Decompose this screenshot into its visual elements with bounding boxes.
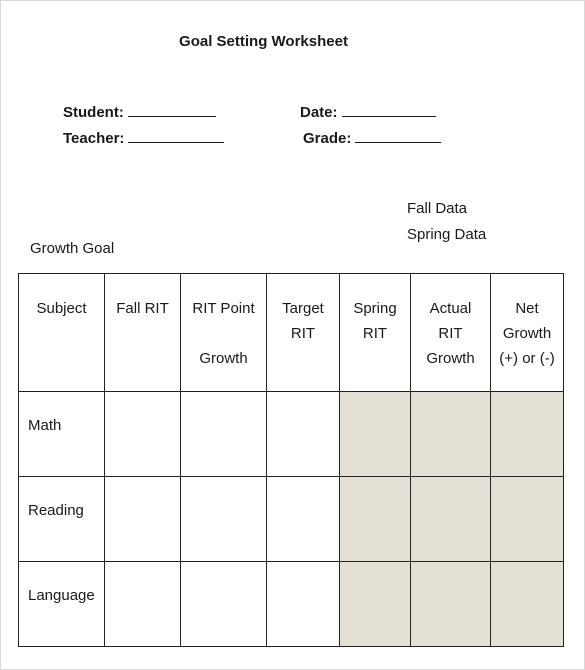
student-label: Student: [63,104,124,121]
teacher-label: Teacher: [63,130,125,147]
language-spring-rit-cell[interactable] [340,562,411,647]
reading-actual-rit-growth-cell[interactable] [411,477,491,562]
spring-data-label: Spring Data [407,226,487,243]
language-actual-rit-growth-cell[interactable] [411,562,491,647]
table-header-row [19,274,564,392]
reading-rit-point-growth-cell[interactable] [181,477,267,562]
teacher-blank[interactable] [128,128,224,143]
math-spring-rit-cell[interactable] [340,392,411,477]
math-fall-rit-cell[interactable] [105,392,181,477]
grade-label: Grade: [303,130,352,147]
subject-reading: Reading [19,477,105,562]
table-row-language [19,562,564,647]
header-net-growth: Net Growth (+) or (-) [491,274,564,392]
header-fall-rit: Fall RIT [105,274,181,392]
date-blank[interactable] [342,102,436,117]
reading-target-rit-cell[interactable] [267,477,340,562]
language-fall-rit-cell[interactable] [105,562,181,647]
table-row-math [19,392,564,477]
reading-spring-rit-cell[interactable] [340,477,411,562]
date-label: Date: [300,104,338,121]
header-actual-rit-growth: Actual RIT Growth [411,274,491,392]
math-actual-rit-growth-cell[interactable] [411,392,491,477]
header-spring-rit: Spring RIT [340,274,411,392]
table-row-reading [19,477,564,562]
teacher-field [63,128,224,147]
reading-fall-rit-cell[interactable] [105,477,181,562]
grade-blank[interactable] [355,128,441,143]
math-target-rit-cell[interactable] [267,392,340,477]
date-field [300,102,436,121]
header-target-rit: Target RIT [267,274,340,392]
language-rit-point-growth-cell[interactable] [181,562,267,647]
student-blank[interactable] [128,102,216,117]
fall-data-label: Fall Data [407,200,468,217]
goal-table [18,273,564,647]
math-net-growth-cell[interactable] [491,392,564,477]
header-subject: Subject [19,274,105,392]
grade-field [303,128,441,147]
reading-net-growth-cell[interactable] [491,477,564,562]
worksheet-title: Goal Setting Worksheet [179,33,348,50]
student-field [63,102,216,121]
language-target-rit-cell[interactable] [267,562,340,647]
language-net-growth-cell[interactable] [491,562,564,647]
subject-math: Math [19,392,105,477]
subject-language: Language [19,562,105,647]
header-rit-point-growth: RIT Point Growth [181,274,267,392]
growth-goal-label: Growth Goal [30,240,115,257]
math-rit-point-growth-cell[interactable] [181,392,267,477]
